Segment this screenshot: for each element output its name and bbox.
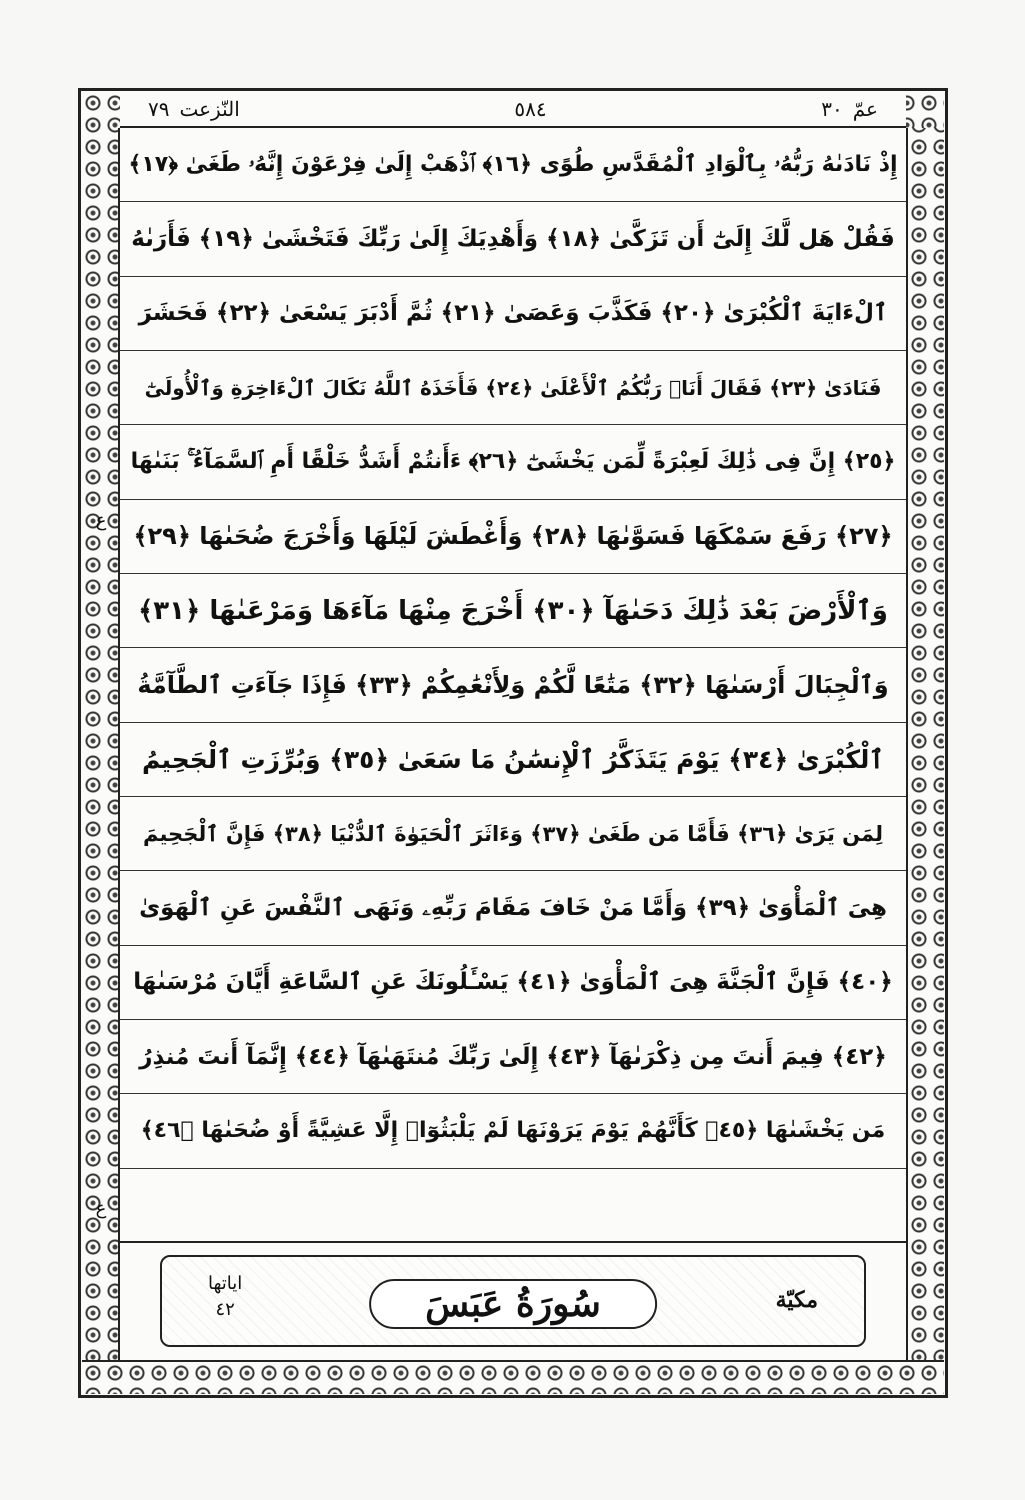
verse-line-3: ٱلْءَايَةَ ٱلْكُبْرَىٰ ﴿٢٠﴾ فَكَذَّبَ وَعَصَىٰ ﴿٢١﴾ ثُمَّ أَدْبَرَ يَسْعَىٰ ﴿٢٢﴾ فَحَشَرَ (120, 277, 906, 351)
surah-banner-frame (160, 1255, 866, 1347)
verse-line-12: ﴿٤٠﴾ فَإِنَّ ٱلْجَنَّةَ هِىَ ٱلْمَأْوَىٰ ﴿٤١﴾ يَسْـَٔلُونَكَ عَنِ ٱلسَّاعَةِ أَيَّانَ مُرْسَىٰهَا (120, 946, 906, 1020)
hizb-marker-lower: ع (95, 1198, 107, 1219)
surah-number: ٧٩ (148, 97, 170, 121)
hizb-marker-upper: ع (95, 510, 107, 531)
verse-line-10: لِمَن يَرَىٰ ﴿٣٦﴾ فَأَمَّا مَن طَغَىٰ ﴿٣٧﴾ وَءَاثَرَ ٱلْحَيَوٰةَ ٱلدُّنْيَا ﴿٣٨﴾ فَإِنَّ ٱلْجَحِيمَ (120, 797, 906, 871)
surah-header-cell (148, 97, 240, 121)
verse-line-2: فَقُلْ هَل لَّكَ إِلَىٰٓ أَن تَزَكَّىٰ ﴿١٨﴾ وَأَهْدِيَكَ إِلَىٰ رَبِّكَ فَتَخْشَىٰ ﴿١٩﴾ فَأَرَىٰهُ (120, 202, 906, 276)
verse-line-1: إِذْ نَادَىٰهُ رَبُّهُۥ بِٱلْوَادِ ٱلْمُقَدَّسِ طُوًى ﴿١٦﴾ ٱذْهَبْ إِلَىٰ فِرْعَوْنَ إِنَّهُۥ طَغَىٰ ﴿١٧﴾ (120, 128, 906, 202)
surah-banner (120, 1243, 906, 1360)
verse-line-11: هِىَ ٱلْمَأْوَىٰ ﴿٣٩﴾ وَأَمَّا مَنْ خَافَ مَقَامَ رَبِّهِۦ وَنَهَى ٱلنَّفْسَ عَنِ ٱلْهَوَىٰ (120, 871, 906, 945)
right-ornament-border (906, 92, 944, 1394)
verse-line-7: وَٱلْأَرْضَ بَعْدَ ذَٰلِكَ دَحَىٰهَآ ﴿٣٠﴾ أَخْرَجَ مِنْهَا مَآءَهَا وَمَرْعَىٰهَا ﴿٣١﴾ (120, 574, 906, 648)
revelation-type: مكيّة (775, 1287, 818, 1313)
verse-line-6: ﴿٢٧﴾ رَفَعَ سَمْكَهَا فَسَوَّىٰهَا ﴿٢٨﴾ وَأَغْطَشَ لَيْلَهَا وَأَخْرَجَ ضُحَىٰهَا ﴿٢٩﴾ (120, 500, 906, 574)
verse-line-4: فَنَادَىٰ ﴿٢٣﴾ فَقَالَ أَنَا۠ رَبُّكُمُ ٱلْأَعْلَىٰ ﴿٢٤﴾ فَأَخَذَهُ ٱللَّهُ نَكَالَ ٱلْءَاخِرَةِ وَٱلْأُولَىٰٓ (120, 351, 906, 425)
ayat-count-box (208, 1271, 242, 1323)
ayat-label: اياتها (208, 1273, 243, 1294)
verse-line-8: وَٱلْجِبَالَ أَرْسَىٰهَا ﴿٣٢﴾ مَتَٰعًا لَّكُمْ وَلِأَنْعَٰمِكُمْ ﴿٣٣﴾ فَإِذَا جَآءَتِ ٱلطَّآمَّةُ (120, 648, 906, 722)
juz-name: عمّ (852, 97, 878, 121)
verse-line-5: ﴿٢٥﴾ إِنَّ فِى ذَٰلِكَ لَعِبْرَةً لِّمَن يَخْشَىٰٓ ﴿٢٦﴾ ءَأَنتُمْ أَشَدُّ خَلْقًا أَمِ ٱلسَّمَآءُ ۚ بَنَىٰهَا (120, 425, 906, 499)
page-number: ٥٨٤ (514, 97, 547, 121)
ayat-count: ٤٢ (215, 1299, 235, 1320)
surah-title: سُورَةُ عَبَسَ (369, 1279, 657, 1329)
juz-number: ٣٠ (821, 97, 843, 121)
page-number-cell (514, 97, 546, 121)
verse-line-14: مَن يَخْشَىٰهَا ﴿٤٥﴾ كَأَنَّهُمْ يَوْمَ يَرَوْنَهَا لَمْ يَلْبَثُوٓا۟ إِلَّا عَشِيَّةً أَوْ ضُحَىٰهَا ﴿٤٦﴾ (120, 1094, 906, 1168)
verse-text-area (120, 128, 906, 1243)
juz-header-cell (821, 97, 878, 121)
bottom-ornament-border (82, 1360, 944, 1394)
verse-line-9: ٱلْكُبْرَىٰ ﴿٣٤﴾ يَوْمَ يَتَذَكَّرُ ٱلْإِنسَٰنُ مَا سَعَىٰ ﴿٣٥﴾ وَبُرِّزَتِ ٱلْجَحِيمُ (120, 723, 906, 797)
verse-line-15 (120, 1169, 906, 1243)
page-header (120, 92, 906, 128)
verse-line-13: ﴿٤٢﴾ فِيمَ أَنتَ مِن ذِكْرَىٰهَآ ﴿٤٣﴾ إِلَىٰ رَبِّكَ مُنتَهَىٰهَآ ﴿٤٤﴾ إِنَّمَآ أَنتَ مُنذِرُ (120, 1020, 906, 1094)
surah-name: النّزعت (179, 97, 240, 121)
